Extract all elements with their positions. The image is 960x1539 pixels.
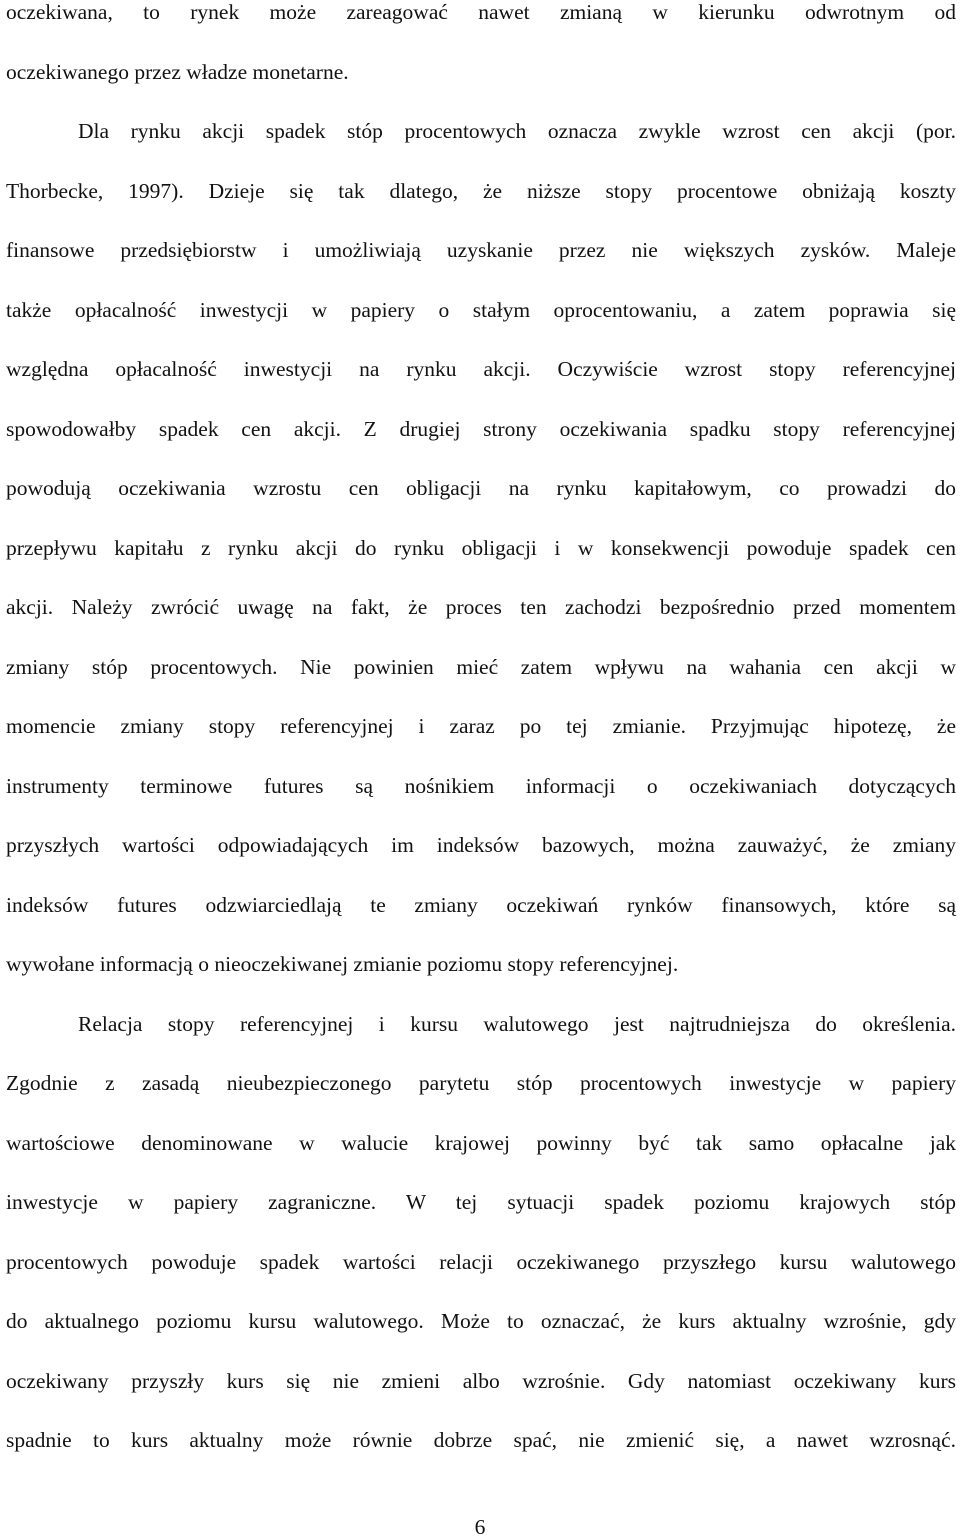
text-line: inwestycje w papiery zagraniczne. W tej sytuacji spadek poziomu krajowych stóp [6,1190,956,1214]
text-line: procentowych powoduje spadek wartości relacji oczekiwanego przyszłego kursu walutowego [6,1249,956,1274]
text-line: oczekiwany przyszły kurs się nie zmieni albo wzrośnie. Gdy natomiast oczekiwany kurs [6,1368,956,1393]
document-body [6,0,956,1488]
page-number: 6 [474,1515,486,1539]
text-line: oczekiwana, to rynek może zareagować nawet zmianą w kierunku odwrotnym od [6,0,956,24]
text-line: względna opłacalność inwestycji na rynku akcji. Oczywiście wzrost stopy referencyjnej [6,357,956,381]
text-line: spowodowałby spadek cen akcji. Z drugiej strony oczekiwania spadku stopy referencyjnej [6,416,956,441]
text-line: instrumenty terminowe futures są nośnikiem informacji o oczekiwaniach dotyczących [6,773,956,798]
text-line: do aktualnego poziomu kursu walutowego. Może to oznaczać, że kurs aktualny wzrośnie, gdy [6,1309,956,1333]
text-line: przyszłych wartości odpowiadających im indeksów bazowych, można zauważyć, że zmiany [6,833,956,857]
text-line: akcji. Należy zwrócić uwagę na fakt, że proces ten zachodzi bezpośrednio przed momentem [6,595,956,619]
text-line: przepływu kapitału z rynku akcji do rynku obligacji i w konsekwencji powoduje spadek cen [6,535,956,560]
text-line: spadnie to kurs aktualny może równie dobrze spać, nie zmienić się, a nawet wzrosnąć. [6,1428,956,1452]
text-line: momencie zmiany stopy referencyjnej i zaraz po tej zmianie. Przyjmując hipotezę, że [6,714,956,738]
text-line: wywołane informacją o nieoczekiwanej zmianie poziomu stopy referencyjnej. [6,952,679,976]
text-line: wartościowe denominowane w walucie krajowej powinny być tak samo opłacalne jak [6,1130,956,1155]
text-line: Zgodnie z zasadą nieubezpieczonego parytetu stóp procentowych inwestycje w papiery [6,1071,956,1095]
text-line: zmiany stóp procentowych. Nie powinien mieć zatem wpływu na wahania cen akcji w [6,654,956,679]
text-line: finansowe przedsiębiorstw i umożliwiają uzyskanie przez nie większych zysków. Maleje [6,238,956,262]
text-line: powodują oczekiwania wzrostu cen obligacji na rynku kapitałowym, co prowadzi do [6,476,956,500]
text-line: także opłacalność inwestycji w papiery o stałym oprocentowaniu, a zatem poprawia się [6,297,956,322]
text-line: Relacja stopy referencyjnej i kursu walutowego jest najtrudniejsza do określenia. [78,1011,956,1036]
text-line: indeksów futures odzwiarciedlają te zmiany oczekiwań rynków finansowych, które są [6,892,956,917]
text-line: oczekiwanego przez władze monetarne. [6,59,349,84]
text-line: Dla rynku akcji spadek stóp procentowych oznacza zwykle wzrost cen akcji (por. [78,119,956,143]
text-line: Thorbecke, 1997). Dzieje się tak dlatego, że niższe stopy procentowe obniżają koszty [6,178,956,203]
